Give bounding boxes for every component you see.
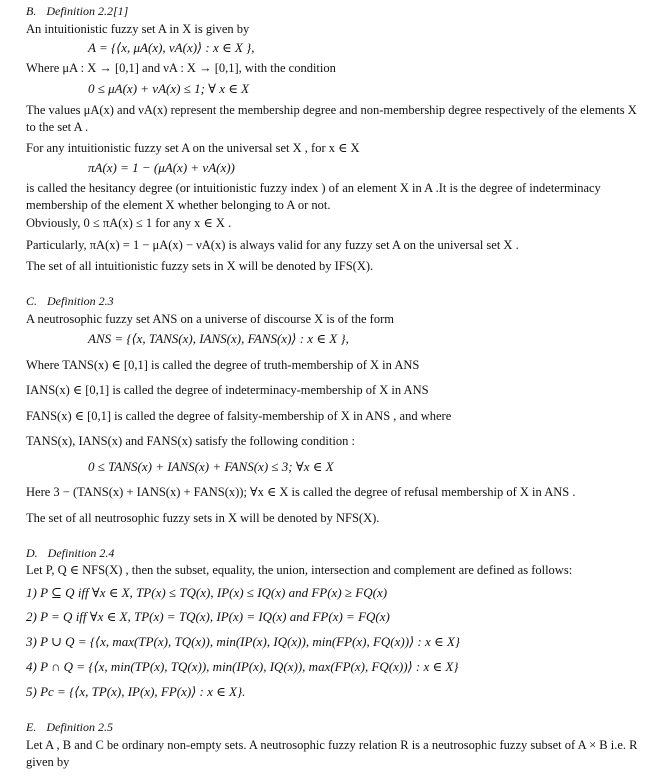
paragraph: Here 3 − (TANS(x) + IANS(x) + FANS(x)); ∀x ∈ X is called the degree of refusal membership of X in ANS . (26, 485, 576, 499)
paragraph: Let P, Q ∈ NFS(X) , then the subset, equality, the union, intersection and complement are defined as follows: (26, 563, 573, 577)
list-item: 2) P = Q iff ∀x ∈ X, TP(x) = TQ(x), IP(x) = IQ(x) and FP(x) = FQ(x) (26, 609, 390, 624)
paragraph: IANS(x) ∈ [0,1] is called the degree of indeterminacy-membership of X in ANS (26, 383, 429, 397)
section-heading-b: B. Definition 2.2[1] (26, 4, 129, 18)
paragraph: The set of all neutrosophic fuzzy sets in X will be denoted by NFS(X). (26, 511, 380, 525)
list-item: 5) Pc = {⟨x, TP(x), IP(x), FP(x)⟩ : x ∈ X}. (26, 684, 246, 699)
equation: ANS = {⟨x, TANS(x), IANS(x), FANS(x)⟩ : x ∈ X }, (88, 331, 349, 346)
paragraph: The set of all intuitionistic fuzzy sets in X will be denoted by IFS(X). (26, 259, 374, 273)
paragraph: Where TANS(x) ∈ [0,1] is called the degree of truth-membership of X in ANS (26, 358, 420, 372)
equation: 0 ≤ μA(x) + νA(x) ≤ 1; ∀ x ∈ X (88, 81, 250, 96)
equation: A = {⟨x, μA(x), νA(x)⟩ : x ∈ X }, (88, 40, 255, 55)
list-item: 4) P ∩ Q = {⟨x, min(TP(x), TQ(x)), min(IP(x), IQ(x)), max(FP(x), FQ(x))⟩ : x ∈ X} (26, 659, 459, 674)
paragraph: Particularly, πA(x) = 1 − μA(x) − νA(x) is always valid for any fuzzy set A on the universal set X . (26, 238, 519, 252)
equation: 0 ≤ TANS(x) + IANS(x) + FANS(x) ≤ 3; ∀x ∈ X (88, 459, 334, 474)
paragraph: FANS(x) ∈ [0,1] is called the degree of falsity-membership of X in ANS , and where (26, 409, 452, 423)
paragraph: Where μA : X → [0,1] and νA : X → [0,1], with the condition (26, 61, 336, 75)
paragraph: TANS(x), IANS(x) and FANS(x) satisfy the following condition : (26, 434, 355, 448)
paragraph: For any intuitionistic fuzzy set A on the universal set X , for x ∈ X (26, 141, 360, 155)
section-heading-e: E. Definition 2.5 (26, 720, 114, 734)
paragraph: is called the hesitancy degree (or intuitionistic fuzzy index ) of an element X in A .It is the degree of indeterminacy membership of the element X whether belonging to A or not. (26, 181, 601, 212)
paragraph: Let A , B and C be ordinary non-empty sets. A neutrosophic fuzzy relation R is a neutrosophic fuzzy subset of A × B i.e. R given by (26, 738, 638, 769)
list-item: 3) P ∪ Q = {⟨x, max(TP(x), TQ(x)), min(IP(x), IQ(x)), min(FP(x), FQ(x))⟩ : x ∈ X} (26, 634, 461, 649)
paragraph: A neutrosophic fuzzy set ANS on a universe of discourse X is of the form (26, 312, 394, 326)
paragraph: Obviously, 0 ≤ πA(x) ≤ 1 for any x ∈ X . (26, 216, 232, 230)
paragraph: An intuitionistic fuzzy set A in X is given by (26, 22, 250, 36)
paragraph: The values μA(x) and νA(x) represent the membership degree and non-membership degree respectively of the elements X to the set A . (26, 103, 637, 134)
equation: πA(x) = 1 − (μA(x) + νA(x)) (88, 160, 235, 175)
section-heading-d: D. Definition 2.4 (26, 546, 115, 560)
section-heading-c: C. Definition 2.3 (26, 294, 114, 308)
list-item: 1) P ⊆ Q iff ∀x ∈ X, TP(x) ≤ TQ(x), IP(x) ≤ IQ(x) and FP(x) ≥ FQ(x) (26, 585, 388, 600)
